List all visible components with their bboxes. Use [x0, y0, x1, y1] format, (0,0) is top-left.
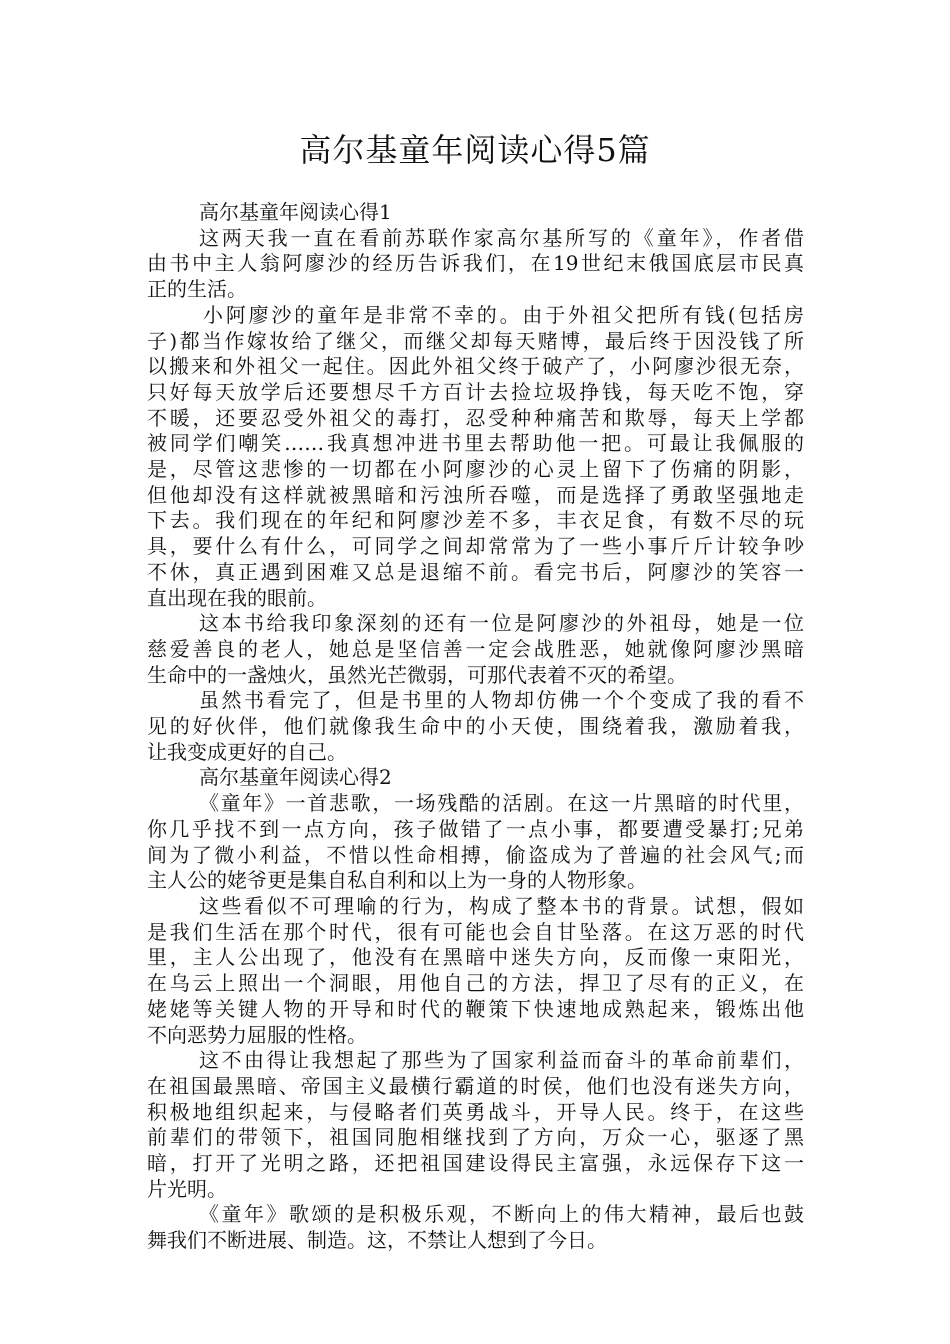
text-line: 但他却没有这样就被黑暗和污浊所吞噬，而是选择了勇敢坚强地走 [147, 482, 804, 507]
text-line: 以搬来和外祖父一起住。因此外祖父终于破产了，小阿廖沙很无奈， [147, 354, 804, 379]
text-line: 虽然书看完了，但是书里的人物却仿佛一个个变成了我的看不 [199, 688, 804, 713]
text-line: 慈爱善良的老人，她总是坚信善一定会战胜恶，她就像阿廖沙黑暗 [147, 636, 804, 661]
text-line: 被同学们嘲笑……我真想冲进书里去帮助他一把。可最让我佩服的 [147, 431, 804, 456]
text-line: 间为了微小利益，不惜以性命相搏，偷盗成为了普遍的社会风气;而 [147, 842, 804, 867]
text-line: 在祖国最黑暗、帝国主义最横行霸道的时侯，他们也没有迷失方向， [147, 1073, 804, 1098]
text-line: 《童年》一首悲歌，一场残酷的活剧。在这一片黑暗的时代里， [199, 791, 804, 816]
paragraph [147, 1048, 804, 1202]
text-line: 正的生活。 [147, 277, 247, 302]
paragraph [147, 226, 804, 303]
text-line: 不暖，还要忍受外祖父的毒打，忍受种种痛苦和欺辱，每天上学都 [147, 405, 804, 430]
text-line: 里，主人公出现了，他没有在黑暗中迷失方向，反而像一束阳光， [147, 945, 804, 970]
text-line: 只好每天放学后还要想尽千方百计去捡垃圾挣钱，每天吃不饱，穿 [147, 379, 804, 404]
paragraph [147, 611, 804, 688]
paragraph [147, 791, 804, 894]
text-line: 主人公的姥爷更是集自私自利和以上为一身的人物形象。 [147, 868, 647, 893]
text-line: 不休，真正遇到困难又总是退缩不前。看完书后，阿廖沙的笑容一 [147, 559, 804, 584]
text-line: 在乌云上照出一个洞眼，用他自己的方法，捍卫了尽有的正义，在 [147, 971, 804, 996]
text-line: 这本书给我印象深刻的还有一位是阿廖沙的外祖母，她是一位 [199, 611, 804, 636]
text-line: 是我们生活在那个时代，很有可能也会自甘坠落。在这万恶的时代 [147, 919, 804, 944]
paragraph [147, 894, 804, 1048]
text-line: 生命中的一盏烛火，虽然光芒微弱，可那代表着不灭的希望。 [147, 662, 687, 687]
text-line: 是，尽管这悲惨的一切都在小阿廖沙的心灵上留下了伤痛的阴影， [147, 457, 804, 482]
text-line: 《童年》歌颂的是积极乐观，不断向上的伟大精神，最后也鼓 [199, 1202, 804, 1227]
section-heading-1: 高尔基童年阅读心得1 [199, 200, 392, 224]
text-line: 直出现在我的眼前。 [147, 585, 327, 610]
document-title: 高尔基童年阅读心得5篇 [299, 131, 651, 169]
text-line: 不向恶势力屈服的性格。 [147, 1022, 367, 1047]
text-line: 舞我们不断进展、制造。这，不禁让人想到了今日。 [147, 1228, 607, 1253]
text-line: 这两天我一直在看前苏联作家高尔基所写的《童年》，作者借 [199, 225, 804, 250]
text-line: 这些看似不可理喻的行为，构成了整本书的背景。试想，假如 [199, 893, 804, 918]
text-line: 片光明。 [147, 1176, 227, 1201]
text-line: 积极地组织起来，与侵略者们英勇战斗，开导人民。终于，在这些 [147, 1099, 804, 1124]
text-line: 暗，打开了光明之路，还把祖国建设得民主富强，永远保存下这一 [147, 1151, 804, 1176]
text-line: 前辈们的带领下，祖国同胞相继找到了方向，万众一心，驱逐了黑 [147, 1125, 804, 1150]
text-line: 这不由得让我想起了那些为了国家利益而奋斗的革命前辈们， [199, 1048, 804, 1073]
text-line: 你几乎找不到一点方向，孩子做错了一点小事，都要遭受暴打;兄弟 [147, 816, 804, 841]
text-line: 由书中主人翁阿廖沙的经历告诉我们，在19世纪末俄国底层市民真 [147, 251, 804, 276]
section-heading-2: 高尔基童年阅读心得2 [199, 765, 392, 790]
paragraph [147, 303, 804, 611]
text-line: 见的好伙伴，他们就像我生命中的小天使，围绕着我，激励着我， [147, 714, 804, 739]
text-line: 小阿廖沙的童年是非常不幸的。由于外祖父把所有钱(包括房 [203, 302, 804, 327]
text-line: 姥姥等关键人物的开导和时代的鞭策下快速地成熟起来，锻炼出他 [147, 996, 804, 1021]
text-line: 具，要什么有什么，可同学之间却常常为了一些小事斤斤计较争吵 [147, 534, 804, 559]
paragraph [147, 1202, 804, 1253]
paragraph [147, 688, 804, 765]
document-body [147, 200, 804, 1254]
text-line: 下去。我们现在的年纪和阿廖沙差不多，丰衣足食，有数不尽的玩 [147, 508, 804, 533]
text-line: 让我变成更好的自己。 [147, 739, 347, 764]
text-line: 子)都当作嫁妆给了继父，而继父却每天赌博，最后终于因没钱了所 [147, 328, 804, 353]
